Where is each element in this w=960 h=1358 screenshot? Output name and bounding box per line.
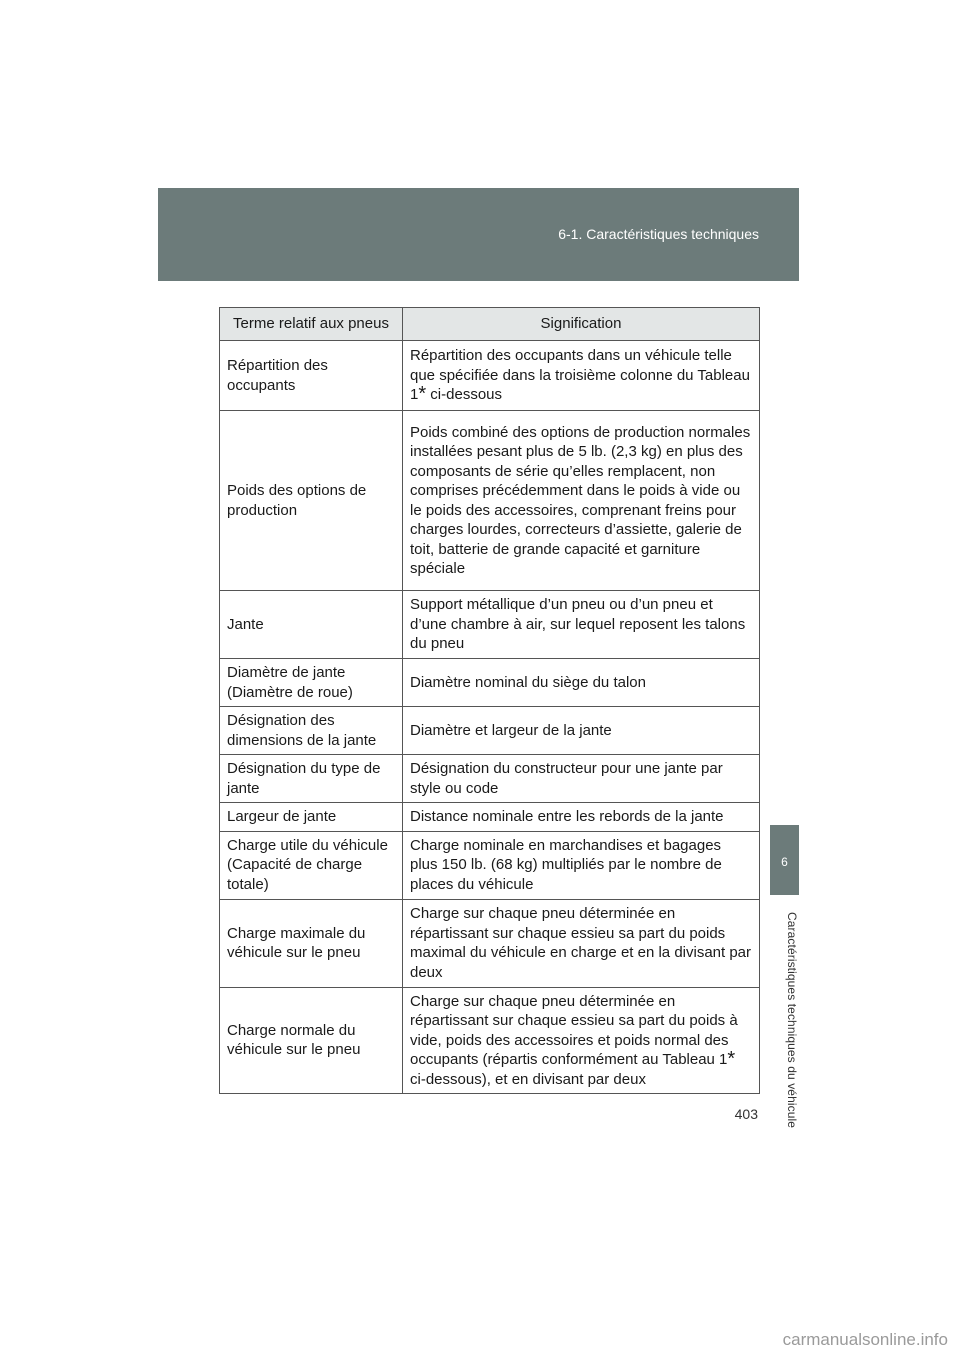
term-cell: Jante [220, 591, 403, 659]
table-row [220, 831, 760, 899]
section-title: 6-1. Caractéristiques techniques [558, 226, 759, 242]
meaning-text: Répartition des occupants dans un véhicule telle que spécifiée dans la troisième colonne du Tableau 1 [410, 347, 750, 404]
chapter-header-band [158, 188, 799, 281]
table-row [220, 341, 760, 411]
meaning-cell: Charge nominale en marchandises et bagages plus 150 lb. (68 kg) multipliés par le nombre de places du véhicule [403, 831, 760, 899]
table-row [220, 987, 760, 1094]
meaning-cell: Support métallique d’un pneu ou d’un pneu et d’une chambre à air, sur lequel reposent les talons du pneu [403, 591, 760, 659]
term-cell: Largeur de jante [220, 803, 403, 832]
meaning-cell: Désignation du constructeur pour une jante par style ou code [403, 755, 760, 803]
term-cell: Charge maximale du véhicule sur le pneu [220, 899, 403, 987]
table-row [220, 591, 760, 659]
term-cell: Répartition des occupants [220, 341, 403, 411]
meaning-cell: Charge sur chaque pneu déterminée en répartissant sur chaque essieu sa part du poids maximal du véhicule en charge et en la divisant par deux [403, 899, 760, 987]
tire-terms-table [219, 307, 760, 1094]
meaning-cell: Poids combiné des options de production normales installées pesant plus de 5 lb. (2,3 kg) en plus des composants de série qu’elles remplacent, non comprises précédemment dans le poids à vide ou le poids des accessoires, comprenant freins pour charges lourdes, correcteurs d’assiette, galerie de toit, batterie de grande capacité et garniture spéciale [403, 411, 760, 591]
column-header-meaning: Signification [403, 308, 760, 341]
footnote-star: * [727, 1048, 736, 1070]
table-row [220, 707, 760, 755]
chapter-side-label: Caractéristiques techniques du véhicule [785, 911, 799, 1129]
meaning-cell [403, 987, 760, 1094]
page-number: 403 [734, 1106, 758, 1122]
table-row [220, 411, 760, 591]
column-header-term: Terme relatif aux pneus [220, 308, 403, 341]
term-cell: Poids des options de production [220, 411, 403, 591]
table-row [220, 803, 760, 832]
meaning-cell: Diamètre nominal du siège du talon [403, 659, 760, 707]
term-cell: Charge normale du véhicule sur le pneu [220, 987, 403, 1094]
table-header-row [220, 308, 760, 341]
term-cell: Charge utile du véhicule (Capacité de charge totale) [220, 831, 403, 899]
chapter-number: 6 [781, 855, 788, 869]
term-cell: Diamètre de jante (Diamètre de roue) [220, 659, 403, 707]
term-cell: Désignation des dimensions de la jante [220, 707, 403, 755]
meaning-text-end: ci-dessous [426, 386, 503, 404]
meaning-cell [403, 341, 760, 411]
footnote-star: * [418, 383, 427, 406]
chapter-side-tab [770, 825, 799, 895]
table-row [220, 755, 760, 803]
meaning-text-end: ci-dessous), et en divisant par deux [410, 1070, 646, 1088]
meaning-cell: Diamètre et largeur de la jante [403, 707, 760, 755]
meaning-text: Charge sur chaque pneu déterminée en répartissant sur chaque essieu sa part du poids à vide, poids des accessoires et poids normal des occupants (répartis conformément au Tableau 1 [410, 992, 738, 1068]
meaning-cell: Distance nominale entre les rebords de la jante [403, 803, 760, 832]
watermark-link[interactable]: carmanualsonline.info [782, 1330, 948, 1349]
table-row [220, 659, 760, 707]
table-row [220, 899, 760, 987]
term-cell: Désignation du type de jante [220, 755, 403, 803]
